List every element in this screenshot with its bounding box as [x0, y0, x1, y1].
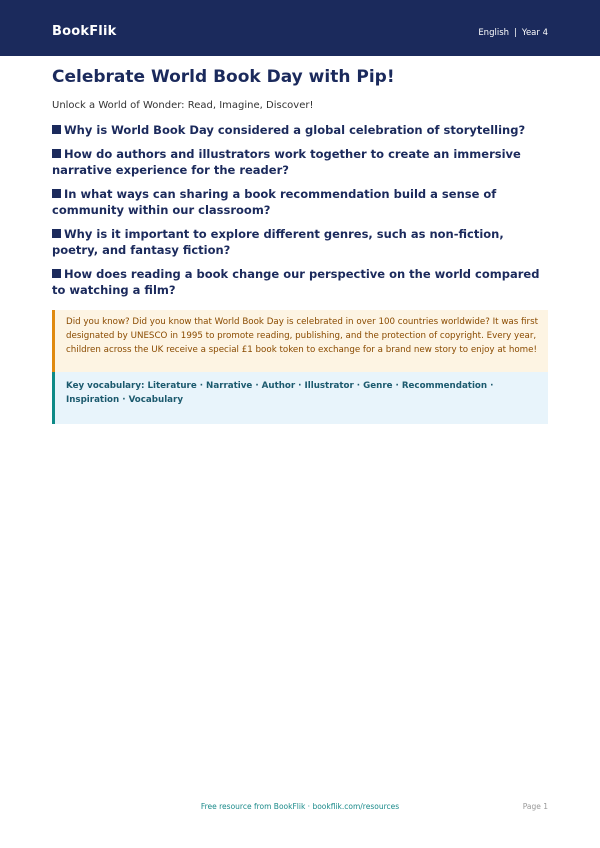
question-item — [52, 186, 548, 219]
page-subtitle: Unlock a World of Wonder: Read, Imagine, Discover! — [52, 100, 314, 111]
question-item — [52, 122, 548, 139]
square-bullet-icon — [52, 149, 61, 158]
question-item — [52, 266, 548, 299]
meta-separator: | — [514, 28, 517, 38]
fact-text: Did you know? Did you know that World Book Day is celebrated in over 100 countries worldwide? It was first designated by UNESCO in 1995 to promote reading, publishing, and the protection of copyright. Every year, children across the UK receive a special £1 book token to exchange for a brand new story to enjoy at home! — [66, 317, 539, 355]
question-text: Why is World Book Day considered a global celebration of storytelling? — [64, 123, 526, 137]
square-bullet-icon — [52, 125, 61, 134]
subject-meta — [478, 28, 548, 38]
page-title: Celebrate World Book Day with Pip! — [52, 67, 395, 87]
page-number: Page 1 — [522, 802, 548, 811]
vocabulary-text: Key vocabulary: Literature · Narrative · Author · Illustrator · Genre · Recommendation · Inspiration · Vocabulary — [66, 381, 494, 405]
subject-label: English — [478, 28, 510, 38]
square-bullet-icon — [52, 229, 61, 238]
year-label: Year 4 — [521, 28, 548, 38]
page-header — [0, 0, 600, 56]
square-bullet-icon — [52, 189, 61, 198]
fact-box — [52, 310, 548, 372]
square-bullet-icon — [52, 269, 61, 278]
question-item — [52, 146, 548, 179]
question-text: In what ways can sharing a book recommendation build a sense of community within our classroom? — [52, 186, 497, 217]
brand-logo[interactable]: BookFlik — [52, 24, 117, 39]
question-text: Why is it important to explore different genres, such as non-fiction, poetry, and fantasy fiction? — [52, 226, 504, 257]
footer-link[interactable]: Free resource from BookFlik · bookflik.com/resources — [200, 802, 400, 811]
question-text: How do authors and illustrators work together to create an immersive narrative experience for the reader? — [52, 146, 521, 177]
question-list — [52, 122, 548, 306]
question-text: How does reading a book change our perspective on the world compared to watching a film? — [52, 266, 540, 297]
vocabulary-box — [52, 372, 548, 424]
question-item — [52, 226, 548, 259]
